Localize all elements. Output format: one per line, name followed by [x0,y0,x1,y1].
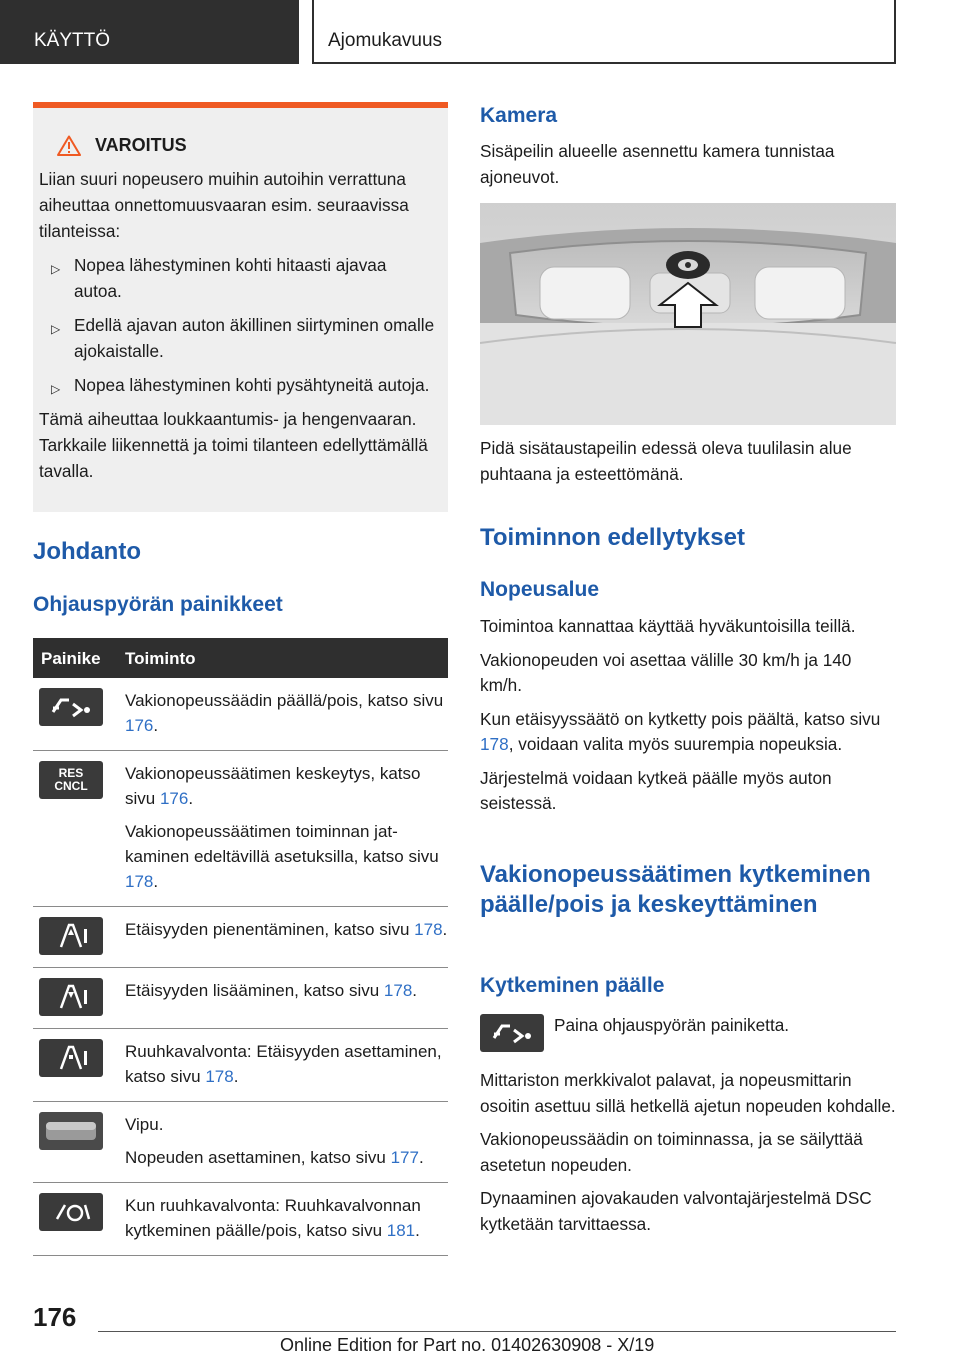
section-tab: KÄYTTÖ [0,0,299,64]
list-item-text: Nopea lähestyminen kohti hitaasti ajavaa autoa. [74,255,387,301]
table-row [33,678,448,751]
speed-p2: Vakionopeuden voi asettaa välille 30 km/h ja 140 km/h. [480,649,852,695]
camera-caption: Pidä sisätaustapeilin edessä oleva tuulilasin alue puhtaana ja esteettömänä. [480,438,852,484]
switch-on-p3: Dynaaminen ajovakauden valvontajärjestelmä DSC kytketään tarvittaessa. [480,1188,872,1234]
row-text: Nopeuden asettaminen, katso sivu 177. [125,1148,424,1167]
windshield-camera-image [480,203,896,425]
heading-speed-range: Nopeusalue [480,578,600,601]
buttons-table [33,638,448,1256]
row-text: Ruuhkavalvonta: Etäisyyden asettaminen, katso sivu 178. [125,1042,442,1086]
heading-switch-cruise-control: Vakionopeussäätimen kytkeminen päälle/pois ja keskeyttäminen [480,861,871,918]
footer-edition: Online Edition for Part no. 01402630908 - X/19 [280,1335,655,1355]
list-item-text: Nopea lähestyminen kohti pysähtyneitä autoja. [74,375,430,395]
footer-divider [98,1331,896,1332]
switch-on-p1: Mittariston merkkivalot palavat, ja nopeusmittarin osoitin asettuu sillä hetkellä ajetun nopeuden kohdalle. [480,1070,896,1116]
distance-set-icon [39,1039,103,1077]
table-row [33,1183,448,1256]
switch-on-text [480,1068,898,1245]
page-link[interactable]: 176 [125,716,154,735]
list-item [39,312,438,364]
list-item [39,252,438,304]
column-header-button: Painike [33,638,125,678]
speed-p4: Järjestelmä voidaan kytkeä päälle myös auton seistessä. [480,767,832,813]
warning-outro: Tämä aiheuttaa loukkaantumis- ja hengenvaaran. Tarkkaile liikennettä ja toimi tilanteen edellyttämällä tavalla. [39,409,428,481]
warning-title: VAROITUS [95,135,187,155]
rocker-switch-icon [39,1112,103,1150]
row-text: Vakionopeussäätimen toiminnan jatkaminen edeltävillä asetuksilla, katso sivu 178. [125,822,439,891]
warning-box [33,102,448,512]
distance-increase-icon [39,978,103,1016]
heading-camera: Kamera [480,104,558,127]
row-text: Kun ruuhkavalvonta: Ruuhkavalvonnan kytkeminen päälle/pois, katso sivu 181. [125,1196,421,1240]
row-text: Etäisyyden pienentäminen, katso sivu 178. [125,920,448,939]
table-row [33,1029,448,1102]
page-number: 176 [33,1302,77,1332]
column-header-function: Toiminto [125,638,448,678]
list-item [39,372,438,398]
bullet-triangle-icon: ▷ [51,322,61,336]
warning-intro: Liian suuri nopeusero muihin autoihin verrattuna aiheuttaa onnettomuusvaaran esim. seuraavissa tilanteissa: [39,169,409,241]
row-text: Vipu. [125,1115,164,1134]
heading-switch-on: Kytkeminen päälle [480,974,665,997]
heading-introduction: Johdanto [33,538,141,565]
list-item-text: Edellä ajavan auton äkillinen siirtyminen omalle ajokaistalle. [74,315,435,361]
traffic-jam-assist-icon [39,1193,103,1231]
chapter-title: Ajomukavuus [312,0,896,64]
switch-on-instruction: Paina ohjauspyörän painiketta. [554,1015,790,1035]
table-row [33,907,448,968]
warning-list [39,252,438,398]
speed-range-text [480,614,898,825]
switch-on-p2: Vakionopeussäädin on toiminnassa, ja se säilyttää asetetun nopeuden. [480,1129,863,1175]
page-link[interactable]: 178 [414,920,443,939]
page-link[interactable]: 177 [390,1148,419,1167]
speed-p1: Toimintoa kannattaa käyttää hyväkuntoisilla teillä. [480,616,856,636]
warning-header [39,130,438,160]
page-link[interactable]: 178 [480,734,509,754]
table-row [33,1102,448,1183]
distance-decrease-icon [39,917,103,955]
row-text: Vakionopeussäätimen keskeytys, katso sivu 176. [125,764,421,808]
table-header-row [33,638,448,678]
res-cncl-icon: RES CNCL [39,761,103,799]
page-link[interactable]: 176 [159,789,189,808]
cruise-control-icon [480,1014,544,1052]
warning-triangle-icon [57,135,81,156]
speed-p3: Kun etäisyyssäätö on kytketty pois päältä, katso sivu 178, voidaan valita myös suurempia nopeuksia. [480,708,881,754]
page-link[interactable]: 178 [125,872,154,891]
camera-text: Sisäpeilin alueelle asennettu kamera tunnistaa ajoneuvot. [480,141,835,187]
row-text: Vakionopeussäädin päällä/pois, katso sivu 176. [125,691,444,735]
heading-steering-wheel-buttons: Ohjauspyörän painikkeet [33,593,283,616]
page-link[interactable]: 178 [383,981,413,1000]
table-row [33,968,448,1029]
heading-prerequisites: Toiminnon edellytykset [480,524,745,551]
cruise-control-icon [39,688,103,726]
table-row [33,751,448,907]
row-text: Etäisyyden lisääminen, katso sivu 178. [125,981,418,1000]
bullet-triangle-icon: ▷ [51,382,61,396]
page-link[interactable]: 181 [386,1221,416,1240]
page-link[interactable]: 178 [205,1067,234,1086]
bullet-triangle-icon: ▷ [51,262,61,276]
